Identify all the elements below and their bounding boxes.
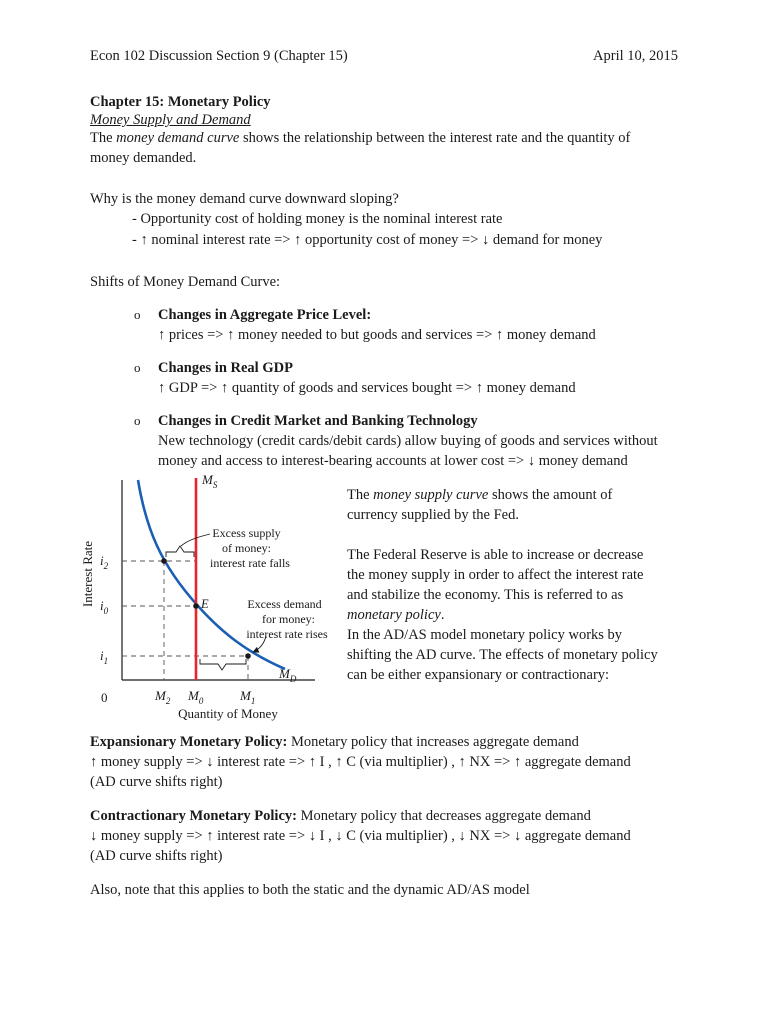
excess-demand-label: Excess demand for money: interest rate rises xyxy=(246,597,328,641)
intro-line-2: money demanded. xyxy=(90,150,197,166)
intro-pre: The xyxy=(90,130,117,146)
expansionary-title: Expansionary Monetary Policy: xyxy=(90,734,288,750)
contractionary-title: Contractionary Monetary Policy: xyxy=(90,808,297,824)
excess-supply-bracket xyxy=(166,546,194,557)
point-excess-demand xyxy=(245,653,251,659)
section-title: Money Supply and Demand xyxy=(90,112,251,128)
money-market-graph xyxy=(80,468,330,724)
p2-end: . xyxy=(440,607,445,623)
p1-post: shows the amount of xyxy=(488,487,613,503)
p3-line: shifting the AD curve. The effects of monetary policy xyxy=(347,647,658,663)
dash-item-1: - Opportunity cost of holding money is the nominal interest rate xyxy=(132,211,503,227)
expansionary-note: (AD curve shifts right) xyxy=(90,774,223,790)
bullet-title: Changes in Aggregate Price Level: xyxy=(158,307,372,323)
p3-line: can be either expansionary or contractionary: xyxy=(347,667,610,683)
p1-line-2: currency supplied by the Fed. xyxy=(347,507,519,523)
money-supply-description xyxy=(347,485,679,685)
page-header xyxy=(90,46,678,66)
point-equilibrium xyxy=(193,603,199,609)
equilibrium-label: E xyxy=(201,597,209,611)
p2-line: and stabilize the economy. This is referred to as xyxy=(347,587,624,603)
bullet-line: money and access to interest-bearing accounts at lower cost => ↓ money demand xyxy=(158,453,628,469)
contractionary-desc: Monetary policy that decreases aggregate demand xyxy=(296,808,591,824)
intro-paragraph xyxy=(90,128,680,168)
contractionary-chain: ↓ money supply => ↑ interest rate => ↓ I , ↓ C (via multiplier) , ↓ NX => ↓ aggregate demand xyxy=(90,828,631,844)
bullet-title: Changes in Real GDP xyxy=(158,360,293,376)
p1-term: money supply curve xyxy=(373,487,489,503)
closing-note: Also, note that this applies to both the static and the dynamic AD/AS model xyxy=(90,882,530,898)
intro-term: money demand curve xyxy=(116,130,240,146)
p2-line: The Federal Reserve is able to increase or decrease xyxy=(347,547,644,563)
origin-label: 0 xyxy=(101,690,108,705)
x-tick-m0: $M_0$ xyxy=(188,688,204,706)
p1-pre: The xyxy=(347,487,374,503)
excess-supply-label: Excess supply of money: interest rate falls xyxy=(210,526,290,570)
course-title: Econ 102 Discussion Section 9 (Chapter 15) xyxy=(90,48,348,64)
p3-line: In the AD/AS model monetary policy works by xyxy=(347,627,623,643)
shifts-heading: Shifts of Money Demand Curve: xyxy=(90,274,281,290)
bullet-title: Changes in Credit Market and Banking Technology xyxy=(158,413,478,429)
expansionary-section xyxy=(90,732,680,792)
question-text: Why is the money demand curve downward sloping? xyxy=(90,191,399,207)
bullet-line: ↑ GDP => ↑ quantity of goods and services bought => ↑ money demand xyxy=(158,380,576,396)
bullet-line: ↑ prices => ↑ money needed to but goods and services => ↑ money demand xyxy=(158,327,596,343)
x-axis-label: Quantity of Money xyxy=(178,706,278,721)
y-tick-i1: $i_1$ xyxy=(100,648,109,666)
y-axis-label: Interest Rate xyxy=(80,540,95,608)
demand-curve-label: $M_D$ xyxy=(279,666,297,684)
x-tick-m2: $M_2$ xyxy=(155,688,171,706)
dash-item-2: - ↑ nominal interest rate => ↑ opportunity cost of money => ↓ demand for money xyxy=(132,232,603,248)
intro-post: shows the relationship between the interest rate and the quantity of xyxy=(239,130,631,146)
y-tick-i2: $i_2$ xyxy=(100,553,109,571)
p2-term: monetary policy xyxy=(347,607,441,623)
bullet-line: New technology (credit cards/debit cards) allow buying of goods and services without xyxy=(158,433,658,449)
x-tick-m1: $M_1$ xyxy=(240,688,256,706)
y-tick-i0: $i_0$ xyxy=(100,598,109,616)
bullet-marker: o xyxy=(134,413,141,428)
point-excess-supply xyxy=(161,558,167,564)
expansionary-desc: Monetary policy that increases aggregate demand xyxy=(287,734,579,750)
header-date: April 10, 2015 xyxy=(593,48,678,64)
supply-curve-label: $M_S$ xyxy=(202,472,218,490)
excess-demand-bracket xyxy=(200,659,246,670)
contractionary-note: (AD curve shifts right) xyxy=(90,848,223,864)
p2-line: the money supply in order to affect the interest rate xyxy=(347,567,644,583)
bullet-marker: o xyxy=(134,360,141,375)
contractionary-section xyxy=(90,806,680,866)
bullet-marker: o xyxy=(134,307,141,322)
expansionary-chain: ↑ money supply => ↓ interest rate => ↑ I , ↑ C (via multiplier) , ↑ NX => ↑ aggregate demand xyxy=(90,754,631,770)
chapter-title: Chapter 15: Monetary Policy xyxy=(90,94,271,110)
